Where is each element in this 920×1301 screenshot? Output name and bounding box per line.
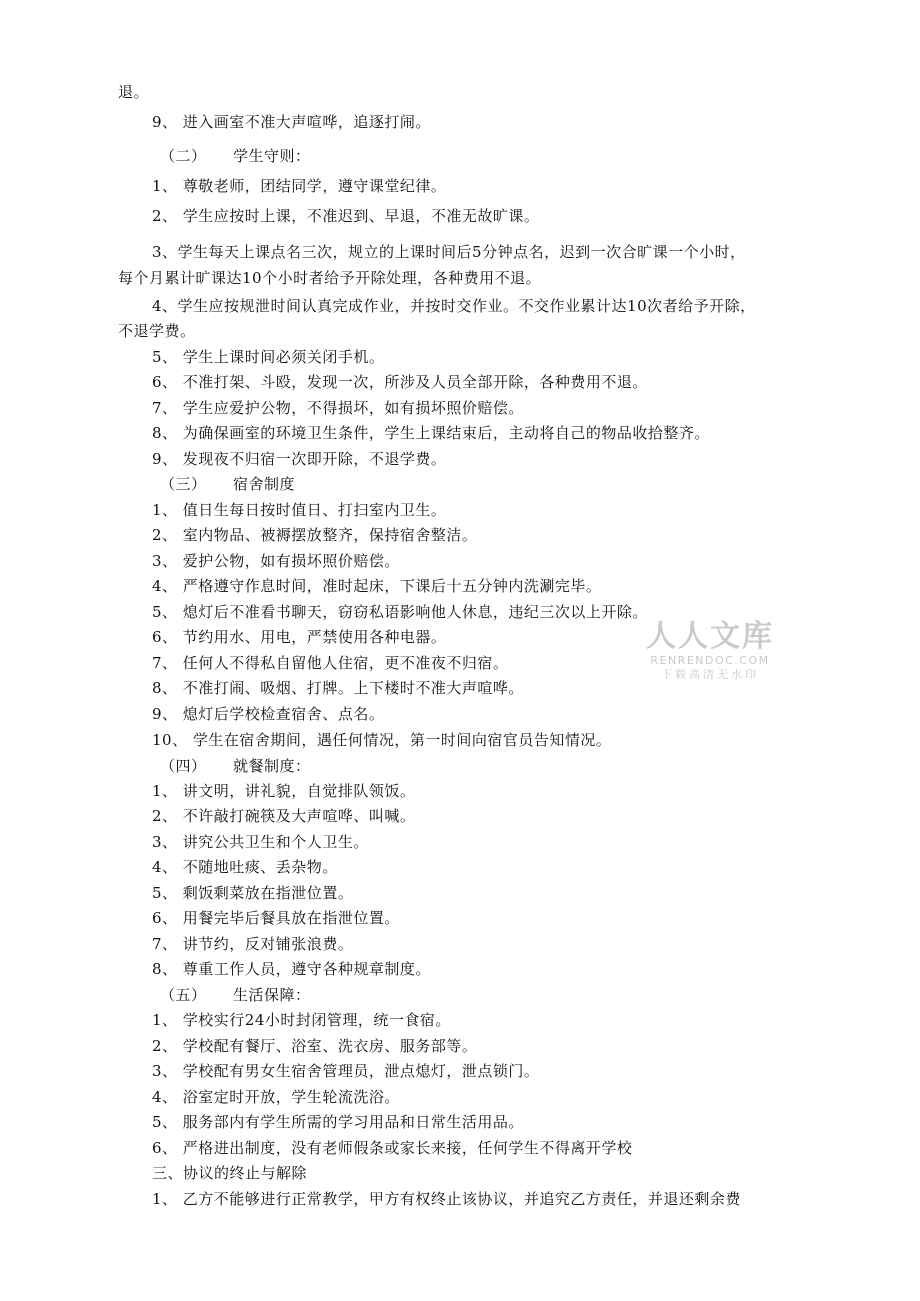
list-item: 6、 不准打架、斗殴，发现一次，所涉及人员全部开除，各种费用不退。 (152, 373, 648, 391)
list-item: 5、 学生上课时间必须关闭手机。 (152, 348, 385, 366)
list-item: 9、 熄灯后学校检查宿舍、点名。 (152, 705, 385, 723)
list-item-continuation: 不退学费。 (118, 322, 196, 340)
list-item: 4、 浴室定时开放，学生轮流洗浴。 (152, 1088, 400, 1106)
list-item: 1、 值日生每日按时值日、打扫室内卫生。 (152, 501, 447, 519)
list-item: 1、 学校实行24小时封闭管理，统一食宿。 (152, 1011, 451, 1029)
list-item: 5、 熄灯后不准看书聊天，窃窃私语影响他人休息，违纪三次以上开除。 (152, 603, 648, 621)
text-line: 退。 (118, 83, 150, 101)
list-item-continuation: 每个月累计旷课达10个小时者给予开除处理，各种费用不退。 (118, 269, 542, 287)
list-item: 7、 讲节约，反对铺张浪费。 (152, 935, 354, 953)
list-item: 2、 室内物品、被褥摆放整齐，保持宿舍整洁。 (152, 526, 478, 544)
list-item: 3、 爱护公物，如有损坏照价赔偿。 (152, 552, 400, 570)
list-item: 5、 服务部内有学生所需的学习用品和日常生活用品。 (152, 1113, 524, 1131)
list-item: 4、 不随地吐痰、丢杂物。 (152, 858, 338, 876)
watermark-domain: RENRENDOC.COM (650, 654, 770, 667)
list-item: 7、 任何人不得私自留他人住宿，更不准夜不归宿。 (152, 654, 509, 672)
section-number: （二） (160, 147, 207, 165)
watermark-logo-text: 人人文库 (646, 619, 774, 654)
watermark-tagline: 下载高清无水印 (661, 668, 759, 681)
list-item: 8、 不准打闹、吸烟、打牌。上下楼时不准大声喧哗。 (152, 679, 524, 697)
text-line: 9、 进入画室不准大声喧哗，追逐打闹。 (152, 113, 431, 131)
list-item: 1、 乙方不能够进行正常教学，甲方有权终止该协议，并追究乙方责任，并退还剩余费 (152, 1190, 741, 1208)
section-number: （三） (160, 475, 207, 493)
list-item: 6、 用餐完毕后餐具放在指泄位置。 (152, 909, 400, 927)
section-title: 就餐制度： (233, 757, 311, 775)
list-item: 2、 学校配有餐厅、浴室、洗衣房、服务部等。 (152, 1037, 478, 1055)
list-item: 8、 为确保画室的环境卫生条件，学生上课结束后，主动将自己的物品收拾整齐。 (152, 424, 710, 442)
list-item: 5、 剩饭剩菜放在指泄位置。 (152, 884, 354, 902)
part-title: 三、协议的终止与解除 (152, 1164, 308, 1182)
section-title: 宿舍制度 (233, 475, 296, 493)
list-item: 3、 学校配有男女生宿舍管理员，泄点熄灯，泄点锁门。 (152, 1062, 540, 1080)
list-item: 1、 尊敬老师，团结同学，遵守课堂纪律。 (152, 177, 447, 195)
list-item: 2、 学生应按时上课，不准迟到、早退，不准无故旷课。 (152, 207, 540, 225)
section-number: （四） (160, 757, 207, 775)
list-item: 3、学生每天上课点名三次，规立的上课时间后5分钟点名，迟到一次合旷课一个小时， (152, 243, 746, 261)
section-title: 学生守则： (233, 147, 311, 165)
list-item: 4、 严格遵守作息时间，准时起床，下课后十五分钟内洗涮完毕。 (152, 577, 602, 595)
list-item: 2、 不许敲打碗筷及大声喧哗、叫喊。 (152, 807, 416, 825)
section-number: （五） (160, 986, 207, 1004)
list-item: 8、 尊重工作人员，遵守各种规章制度。 (152, 960, 431, 978)
list-item: 9、 发现夜不归宿一次即开除，不退学费。 (152, 450, 447, 468)
list-item: 4、学生应按规泄时间认真完成作业，并按时交作业。不交作业累计达10次者给予开除， (152, 297, 756, 315)
section-title: 生活保障： (233, 986, 311, 1004)
list-item: 7、 学生应爱护公物，不得损坏，如有损坏照价赔偿。 (152, 399, 524, 417)
watermark (645, 620, 775, 682)
list-item: 1、 讲文明，讲礼貌，自觉排队领饭。 (152, 782, 416, 800)
list-item: 6、 严格进出制度，没有老师假条或家长来接，任何学生不得离开学校 (152, 1139, 633, 1157)
list-item: 6、 节约用水、用电，严禁使用各种电器。 (152, 628, 447, 646)
list-item: 3、 讲究公共卫生和个人卫生。 (152, 833, 369, 851)
list-item: 10、 学生在宿舍期间，遇任何情况，第一时间向宿官员告知情况。 (152, 731, 612, 749)
